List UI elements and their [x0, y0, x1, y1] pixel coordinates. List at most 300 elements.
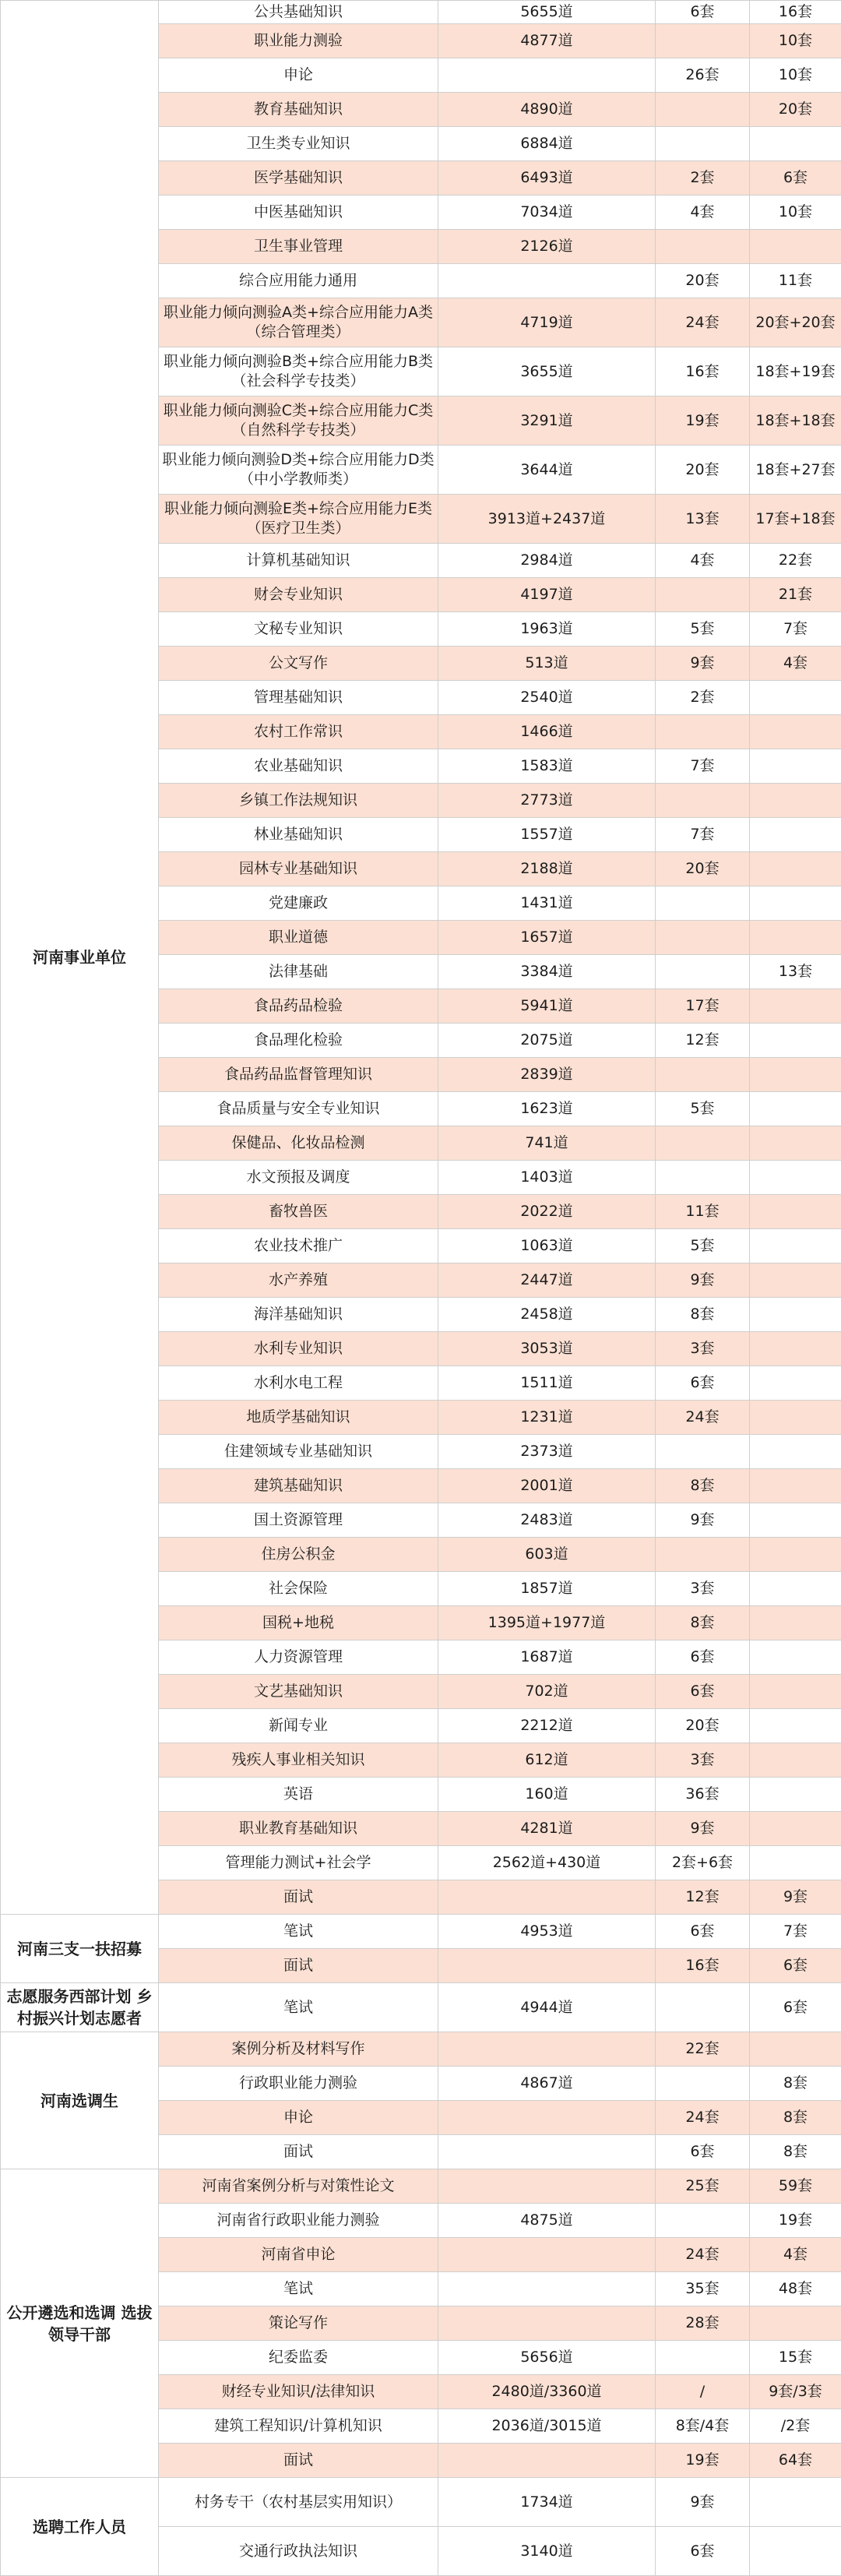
mock-set-cell: 19套 [656, 396, 750, 446]
mock-set-cell: 2套 [656, 161, 750, 196]
subject-cell: 水利水电工程 [159, 1366, 438, 1401]
paper-set-cell: 4套 [750, 647, 841, 681]
category-cell: 河南三支一扶招募 [1, 1915, 159, 1983]
mock-set-cell: 19套 [656, 2444, 750, 2478]
question-count-cell: 1231道 [438, 1401, 656, 1435]
question-count-cell [438, 2306, 656, 2341]
paper-set-cell: 6套 [750, 1949, 841, 1983]
question-count-cell: 3655道 [438, 347, 656, 396]
question-count-cell: 2839道 [438, 1058, 656, 1092]
question-count-cell [438, 2444, 656, 2478]
mock-set-cell [656, 127, 750, 161]
question-count-cell: 2540道 [438, 681, 656, 715]
mock-set-cell [656, 886, 750, 921]
paper-set-cell [750, 1229, 841, 1263]
subject-cell: 职业教育基础知识 [159, 1812, 438, 1846]
paper-set-cell [750, 715, 841, 749]
question-count-cell: 741道 [438, 1126, 656, 1161]
mock-set-cell: 20套 [656, 852, 750, 886]
paper-set-cell [750, 1606, 841, 1640]
subject-cell: 食品药品检验 [159, 989, 438, 1024]
subject-cell: 农村工作常识 [159, 715, 438, 749]
question-count-cell: 1431道 [438, 886, 656, 921]
mock-set-cell: 11套 [656, 1195, 750, 1229]
mock-set-cell: 17套 [656, 989, 750, 1024]
paper-set-cell [750, 127, 841, 161]
question-count-cell [438, 1949, 656, 1983]
paper-set-cell [750, 681, 841, 715]
mock-set-cell: 20套 [656, 1709, 750, 1743]
category-cell: 公开遴选和选调 选拔领导干部 [1, 2169, 159, 2478]
subject-cell: 村务专干（农村基层实用知识） [159, 2478, 438, 2527]
subject-cell: 综合应用能力通用 [159, 264, 438, 298]
subject-cell: 职业能力倾向测验C类+综合应用能力C类（自然科学专技类） [159, 396, 438, 446]
paper-set-cell [750, 921, 841, 955]
subject-cell: 社会保险 [159, 1572, 438, 1606]
question-count-cell [438, 58, 656, 93]
paper-set-cell: 8套 [750, 2135, 841, 2169]
paper-set-cell: 16套 [750, 1, 841, 24]
mock-set-cell: 8套 [656, 1606, 750, 1640]
mock-set-cell: 3套 [656, 1332, 750, 1366]
subject-cell: 乡镇工作法规知识 [159, 784, 438, 818]
paper-set-cell [750, 1298, 841, 1332]
paper-set-cell [750, 784, 841, 818]
question-count-cell: 4719道 [438, 298, 656, 347]
paper-set-cell [750, 1126, 841, 1161]
subject-cell: 水利专业知识 [159, 1332, 438, 1366]
paper-set-cell [750, 1743, 841, 1778]
mock-set-cell [656, 1538, 750, 1572]
table-row [1, 2478, 841, 2527]
subject-cell: 卫生类专业知识 [159, 127, 438, 161]
mock-set-cell [656, 1435, 750, 1469]
paper-set-cell [750, 1572, 841, 1606]
category-cell: 河南事业单位 [1, 1, 159, 1915]
mock-set-cell: 16套 [656, 1949, 750, 1983]
subject-cell: 职业能力倾向测验D类+综合应用能力D类（中小学教师类） [159, 446, 438, 495]
paper-set-cell [750, 1263, 841, 1298]
paper-set-cell: 7套 [750, 612, 841, 647]
question-count-cell: 1963道 [438, 612, 656, 647]
mock-set-cell: 25套 [656, 2169, 750, 2204]
mock-set-cell [656, 921, 750, 955]
mock-set-cell: 7套 [656, 749, 750, 784]
mock-set-cell: 6套 [656, 1915, 750, 1949]
subject-cell: 新闻专业 [159, 1709, 438, 1743]
paper-set-cell: 6套 [750, 1983, 841, 2032]
mock-set-cell: 12套 [656, 1024, 750, 1058]
mock-set-cell: 9套 [656, 1812, 750, 1846]
question-count-cell: 4867道 [438, 2067, 656, 2101]
paper-set-cell [750, 1024, 841, 1058]
subject-cell: 国税+地税 [159, 1606, 438, 1640]
subject-cell: 教育基础知识 [159, 93, 438, 127]
mock-set-cell [656, 2204, 750, 2238]
subject-cell: 职业能力倾向测验B类+综合应用能力B类（社会科学专技类） [159, 347, 438, 396]
paper-set-cell: 10套 [750, 24, 841, 58]
mock-set-cell: 36套 [656, 1778, 750, 1812]
table-row [1, 1915, 841, 1949]
question-count-cell: 6493道 [438, 161, 656, 196]
mock-set-cell: 6套 [656, 1366, 750, 1401]
subject-cell: 交通行政执法知识 [159, 2527, 438, 2576]
question-count-cell: 5941道 [438, 989, 656, 1024]
mock-set-cell [656, 2067, 750, 2101]
subject-cell: 公文写作 [159, 647, 438, 681]
question-count-cell: 3913道+2437道 [438, 495, 656, 544]
question-count-cell [438, 2101, 656, 2135]
paper-set-cell: 20套 [750, 93, 841, 127]
mock-set-cell [656, 1058, 750, 1092]
category-cell: 选聘工作人员 [1, 2478, 159, 2576]
question-count-cell: 2126道 [438, 230, 656, 264]
subject-cell: 法律基础 [159, 955, 438, 989]
question-count-cell: 1395道+1977道 [438, 1606, 656, 1640]
question-count-cell: 2188道 [438, 852, 656, 886]
paper-set-cell [750, 1675, 841, 1709]
question-count-cell: 1063道 [438, 1229, 656, 1263]
subject-cell: 食品理化检验 [159, 1024, 438, 1058]
mock-set-cell: 9套 [656, 1263, 750, 1298]
question-count-cell: 2373道 [438, 1435, 656, 1469]
question-count-cell: 513道 [438, 647, 656, 681]
table-row [1, 2169, 841, 2204]
question-count-cell [438, 2032, 656, 2067]
mock-set-cell: 24套 [656, 2238, 750, 2272]
paper-set-cell [750, 818, 841, 852]
question-count-cell: 603道 [438, 1538, 656, 1572]
subject-cell: 海洋基础知识 [159, 1298, 438, 1332]
mock-set-cell: 5套 [656, 612, 750, 647]
question-count-cell: 5655道 [438, 1, 656, 24]
paper-set-cell [750, 230, 841, 264]
question-count-cell: 2212道 [438, 1709, 656, 1743]
question-count-cell: 160道 [438, 1778, 656, 1812]
subject-cell: 管理能力测试+社会学 [159, 1846, 438, 1880]
subject-cell: 河南省案例分析与对策性论文 [159, 2169, 438, 2204]
mock-set-cell: 6套 [656, 2135, 750, 2169]
paper-set-cell: 13套 [750, 955, 841, 989]
category-cell: 河南选调生 [1, 2032, 159, 2169]
paper-set-cell: 8套 [750, 2067, 841, 2101]
subject-cell: 河南省行政职业能力测验 [159, 2204, 438, 2238]
category-cell: 志愿服务西部计划 乡村振兴计划志愿者 [1, 1983, 159, 2032]
subject-cell: 申论 [159, 2101, 438, 2135]
question-count-cell: 2447道 [438, 1263, 656, 1298]
mock-set-cell: 16套 [656, 347, 750, 396]
mock-set-cell: 9套 [656, 1503, 750, 1538]
paper-set-cell: /2套 [750, 2409, 841, 2444]
question-count-cell: 1857道 [438, 1572, 656, 1606]
mock-set-cell: 3套 [656, 1743, 750, 1778]
question-count-cell: 1403道 [438, 1161, 656, 1195]
mock-set-cell: 7套 [656, 818, 750, 852]
question-count-cell: 2562道+430道 [438, 1846, 656, 1880]
subject-cell: 职业能力倾向测验A类+综合应用能力A类（综合管理类） [159, 298, 438, 347]
question-count-cell: 4953道 [438, 1915, 656, 1949]
mock-set-cell [656, 1161, 750, 1195]
question-count-cell: 1466道 [438, 715, 656, 749]
subject-cell: 公共基础知识 [159, 1, 438, 24]
question-count-cell: 6884道 [438, 127, 656, 161]
subject-cell: 水产养殖 [159, 1263, 438, 1298]
question-count-cell: 1583道 [438, 749, 656, 784]
mock-set-cell: 22套 [656, 2032, 750, 2067]
paper-set-cell: 18套+27套 [750, 446, 841, 495]
subject-cell: 畜牧兽医 [159, 1195, 438, 1229]
subject-cell: 职业能力倾向测验E类+综合应用能力E类（医疗卫生类） [159, 495, 438, 544]
mock-set-cell: 35套 [656, 2272, 750, 2306]
mock-set-cell: 28套 [656, 2306, 750, 2341]
subject-cell: 农业技术推广 [159, 1229, 438, 1263]
subject-cell: 策论写作 [159, 2306, 438, 2341]
mock-set-cell: 9套 [656, 2478, 750, 2527]
question-count-cell: 4875道 [438, 2204, 656, 2238]
subject-cell: 英语 [159, 1778, 438, 1812]
question-count-cell: 1734道 [438, 2478, 656, 2527]
paper-set-cell [750, 1846, 841, 1880]
question-count-cell: 4197道 [438, 578, 656, 612]
question-count-cell: 2480道/3360道 [438, 2375, 656, 2409]
paper-set-cell: 8套 [750, 2101, 841, 2135]
subject-cell: 卫生事业管理 [159, 230, 438, 264]
subject-cell: 住房公积金 [159, 1538, 438, 1572]
subject-cell: 国土资源管理 [159, 1503, 438, 1538]
paper-set-cell: 20套+20套 [750, 298, 841, 347]
question-count-cell: 4944道 [438, 1983, 656, 2032]
paper-set-cell [750, 749, 841, 784]
paper-set-cell: 18套+18套 [750, 396, 841, 446]
subject-cell: 笔试 [159, 2272, 438, 2306]
subject-cell: 申论 [159, 58, 438, 93]
subject-cell: 中医基础知识 [159, 196, 438, 230]
mock-set-cell [656, 24, 750, 58]
question-count-cell: 4877道 [438, 24, 656, 58]
paper-set-cell [750, 1058, 841, 1092]
paper-set-cell [750, 2478, 841, 2527]
question-count-cell: 1511道 [438, 1366, 656, 1401]
question-count-cell: 3644道 [438, 446, 656, 495]
paper-set-cell: 10套 [750, 58, 841, 93]
subject-cell: 保健品、化妆品检测 [159, 1126, 438, 1161]
mock-set-cell [656, 955, 750, 989]
subject-cell: 食品药品监督管理知识 [159, 1058, 438, 1092]
question-count-cell [438, 1880, 656, 1915]
question-count-cell: 2984道 [438, 544, 656, 578]
paper-set-cell: 9套/3套 [750, 2375, 841, 2409]
question-count-cell [438, 2238, 656, 2272]
paper-set-cell [750, 1778, 841, 1812]
question-count-cell: 1657道 [438, 921, 656, 955]
mock-set-cell [656, 578, 750, 612]
table-row [1, 2032, 841, 2067]
paper-set-cell: 64套 [750, 2444, 841, 2478]
mock-set-cell: 6套 [656, 1, 750, 24]
question-count-cell: 3053道 [438, 1332, 656, 1366]
paper-set-cell [750, 1503, 841, 1538]
paper-set-cell: 4套 [750, 2238, 841, 2272]
paper-set-cell [750, 2527, 841, 2576]
subject-cell: 文秘专业知识 [159, 612, 438, 647]
subject-cell: 面试 [159, 1880, 438, 1915]
subject-cell: 文艺基础知识 [159, 1675, 438, 1709]
paper-set-cell: 10套 [750, 196, 841, 230]
subject-cell: 河南省申论 [159, 2238, 438, 2272]
paper-set-cell: 7套 [750, 1915, 841, 1949]
mock-set-cell: 20套 [656, 264, 750, 298]
mock-set-cell: 13套 [656, 495, 750, 544]
question-count-cell: 2022道 [438, 1195, 656, 1229]
subject-cell: 医学基础知识 [159, 161, 438, 196]
mock-set-cell [656, 1983, 750, 2032]
paper-set-cell [750, 989, 841, 1024]
subject-cell: 地质学基础知识 [159, 1401, 438, 1435]
paper-set-cell: 11套 [750, 264, 841, 298]
paper-set-cell [750, 1195, 841, 1229]
question-count-cell [438, 2135, 656, 2169]
mock-set-cell: 24套 [656, 2101, 750, 2135]
mock-set-cell: 6套 [656, 1640, 750, 1675]
mock-set-cell [656, 715, 750, 749]
paper-set-cell [750, 852, 841, 886]
question-count-cell: 7034道 [438, 196, 656, 230]
question-count-cell: 2458道 [438, 1298, 656, 1332]
subject-cell: 管理基础知识 [159, 681, 438, 715]
subject-cell: 纪委监委 [159, 2341, 438, 2375]
mock-set-cell: 24套 [656, 298, 750, 347]
paper-set-cell [750, 1812, 841, 1846]
subject-cell: 林业基础知识 [159, 818, 438, 852]
mock-set-cell: 6套 [656, 1675, 750, 1709]
mock-set-cell: 8套 [656, 1298, 750, 1332]
mock-set-cell: / [656, 2375, 750, 2409]
mock-set-cell: 12套 [656, 1880, 750, 1915]
question-count-cell [438, 2272, 656, 2306]
paper-set-cell [750, 2032, 841, 2067]
mock-set-cell: 8套 [656, 1469, 750, 1503]
paper-set-cell [750, 1469, 841, 1503]
mock-set-cell: 4套 [656, 196, 750, 230]
subject-cell: 住建领域专业基础知识 [159, 1435, 438, 1469]
paper-set-cell [750, 1092, 841, 1126]
question-count-cell: 1623道 [438, 1092, 656, 1126]
question-count-cell: 1557道 [438, 818, 656, 852]
paper-set-cell [750, 1366, 841, 1401]
paper-set-cell: 6套 [750, 161, 841, 196]
subject-cell: 党建廉政 [159, 886, 438, 921]
question-count-cell: 2001道 [438, 1469, 656, 1503]
paper-set-cell [750, 1640, 841, 1675]
question-count-cell: 3291道 [438, 396, 656, 446]
subject-cell: 建筑基础知识 [159, 1469, 438, 1503]
paper-set-cell [750, 1538, 841, 1572]
question-count-cell [438, 2169, 656, 2204]
subject-cell: 行政职业能力测验 [159, 2067, 438, 2101]
mock-set-cell: 4套 [656, 544, 750, 578]
catalog-table-body [1, 1, 841, 2576]
subject-cell: 计算机基础知识 [159, 544, 438, 578]
paper-set-cell: 19套 [750, 2204, 841, 2238]
paper-set-cell: 59套 [750, 2169, 841, 2204]
subject-cell: 人力资源管理 [159, 1640, 438, 1675]
mock-set-cell: 20套 [656, 446, 750, 495]
paper-set-cell: 9套 [750, 1880, 841, 1915]
mock-set-cell: 2套+6套 [656, 1846, 750, 1880]
mock-set-cell [656, 230, 750, 264]
mock-set-cell [656, 784, 750, 818]
subject-cell: 园林专业基础知识 [159, 852, 438, 886]
subject-cell: 水文预报及调度 [159, 1161, 438, 1195]
subject-cell: 残疾人事业相关知识 [159, 1743, 438, 1778]
paper-set-cell [750, 886, 841, 921]
subject-cell: 农业基础知识 [159, 749, 438, 784]
subject-cell: 面试 [159, 2135, 438, 2169]
table-row [1, 1, 841, 24]
paper-set-cell: 21套 [750, 578, 841, 612]
question-count-cell: 2773道 [438, 784, 656, 818]
mock-set-cell: 8套/4套 [656, 2409, 750, 2444]
mock-set-cell: 6套 [656, 2527, 750, 2576]
paper-set-cell: 22套 [750, 544, 841, 578]
question-count-cell [438, 264, 656, 298]
subject-cell: 财经专业知识/法律知识 [159, 2375, 438, 2409]
question-count-cell: 612道 [438, 1743, 656, 1778]
mock-set-cell [656, 1126, 750, 1161]
paper-set-cell [750, 1709, 841, 1743]
paper-set-cell: 48套 [750, 2272, 841, 2306]
subject-cell: 职业道德 [159, 921, 438, 955]
mock-set-cell: 3套 [656, 1572, 750, 1606]
paper-set-cell [750, 2306, 841, 2341]
paper-set-cell: 15套 [750, 2341, 841, 2375]
paper-set-cell [750, 1332, 841, 1366]
question-count-cell: 1687道 [438, 1640, 656, 1675]
paper-set-cell [750, 1435, 841, 1469]
question-count-cell: 3140道 [438, 2527, 656, 2576]
table-row [1, 1983, 841, 2032]
mock-set-cell: 9套 [656, 647, 750, 681]
question-count-cell: 4281道 [438, 1812, 656, 1846]
subject-cell: 职业能力测验 [159, 24, 438, 58]
paper-set-cell [750, 1161, 841, 1195]
question-count-cell: 2036道/3015道 [438, 2409, 656, 2444]
subject-cell: 面试 [159, 1949, 438, 1983]
mock-set-cell: 5套 [656, 1229, 750, 1263]
subject-cell: 面试 [159, 2444, 438, 2478]
subject-cell: 案例分析及材料写作 [159, 2032, 438, 2067]
subject-cell: 建筑工程知识/计算机知识 [159, 2409, 438, 2444]
mock-set-cell: 2套 [656, 681, 750, 715]
subject-cell: 笔试 [159, 1983, 438, 2032]
paper-set-cell: 17套+18套 [750, 495, 841, 544]
question-count-cell: 5656道 [438, 2341, 656, 2375]
question-count-cell: 3384道 [438, 955, 656, 989]
subject-cell: 食品质量与安全专业知识 [159, 1092, 438, 1126]
mock-set-cell: 5套 [656, 1092, 750, 1126]
mock-set-cell [656, 2341, 750, 2375]
mock-set-cell [656, 93, 750, 127]
mock-set-cell: 24套 [656, 1401, 750, 1435]
mock-set-cell: 26套 [656, 58, 750, 93]
question-count-cell: 2075道 [438, 1024, 656, 1058]
subject-cell: 笔试 [159, 1915, 438, 1949]
question-count-cell: 2483道 [438, 1503, 656, 1538]
question-count-cell: 702道 [438, 1675, 656, 1709]
paper-set-cell [750, 1401, 841, 1435]
subject-cell: 财会专业知识 [159, 578, 438, 612]
question-count-cell: 4890道 [438, 93, 656, 127]
